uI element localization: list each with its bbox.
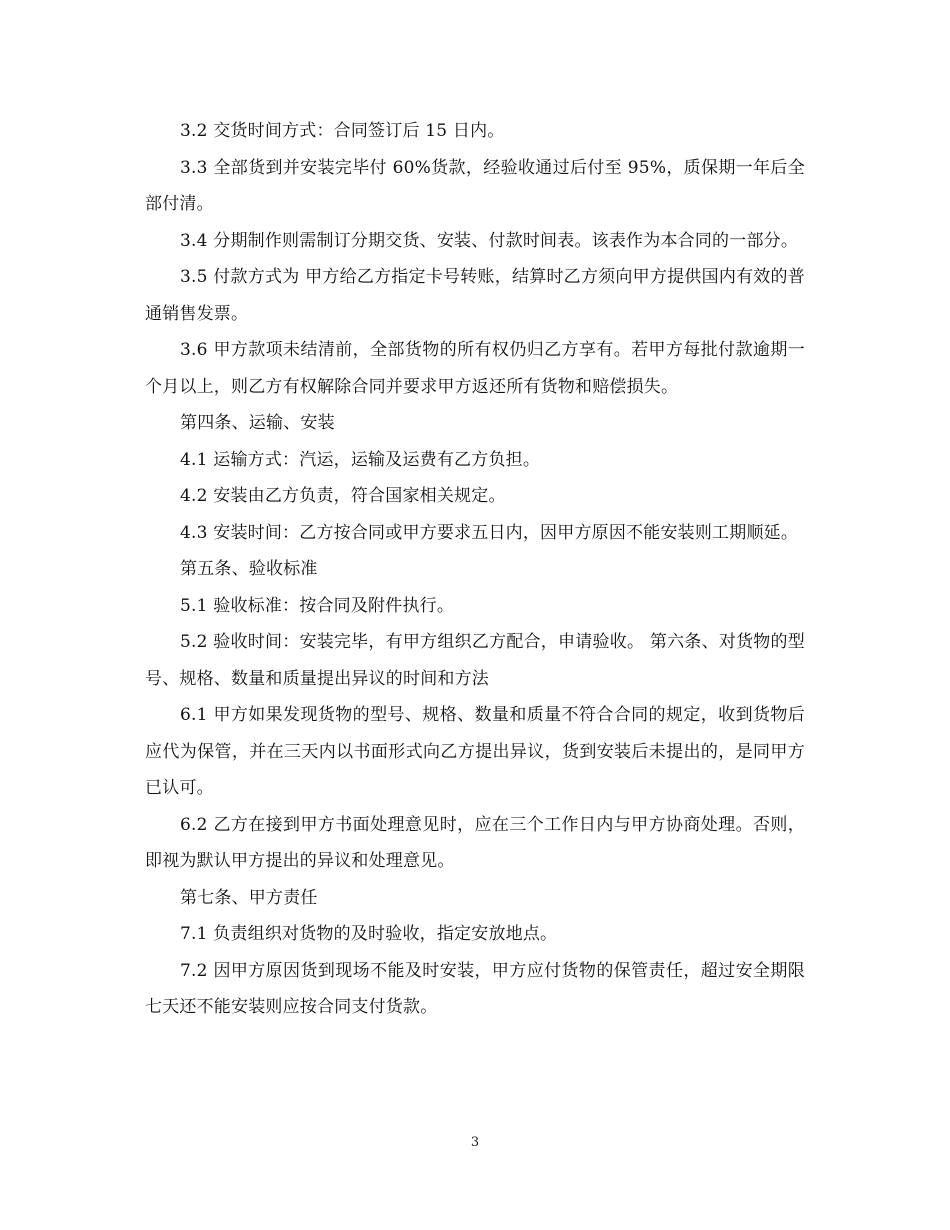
paragraph-4-2: 4.2 安装由乙方负责，符合国家相关规定。 xyxy=(180,486,506,506)
paragraph-5-1: 5.1 验收标准：按合同及附件执行。 xyxy=(180,595,455,616)
paragraph-3-6: 3.6 甲方款项未结清前，全部货物的所有权仍归乙方享有。若甲方每批付款逾期一个月以上，则乙方有权解除合同并要求甲方返还所有货物和赔偿损失。 xyxy=(145,340,805,397)
section-heading-7: 第七条、甲方责任 xyxy=(180,887,318,908)
paragraph-7-2: 7.2 因甲方原因货到现场不能及时安装，甲方应付货物的保管责任，超过安全期限七天还不能安装则应按合同支付货款。 xyxy=(145,960,805,1017)
paragraph-3-4: 3.4 分期制作则需制订分期交货、安装、付款时间表。该表作为本合同的一部分。 xyxy=(180,230,799,251)
section-heading-4: 第四条、运输、安装 xyxy=(180,413,335,433)
paragraph-4-1: 4.1 运输方式：汽运，运输及运费有乙方负担。 xyxy=(180,449,541,470)
paragraph-3-3: 3.3 全部货到并安装完毕付 60%货款，经验收通过后付至 95%，质保期一年后全部付清。 xyxy=(145,157,805,214)
paragraph-5-2: 5.2 验收时间：安装完毕，有甲方组织乙方配合，申请验收。 第六条、对货物的型号、规格、数量和质量提出异议的时间和方法 xyxy=(145,632,805,689)
section-heading-5: 第五条、验收标准 xyxy=(180,559,318,579)
paragraph-6-2: 6.2 乙方在接到甲方书面处理意见时，应在三个工作日内与甲方协商处理。否则，即视为默认甲方提出的异议和处理意见。 xyxy=(145,814,805,871)
paragraph-3-2: 3.2 交货时间方式：合同签订后 15 日内。 xyxy=(180,121,505,141)
paragraph-4-3: 4.3 安装时间：乙方按合同或甲方要求五日内，因甲方原因不能安装则工期顺延。 xyxy=(180,522,799,543)
paragraph-3-5: 3.5 付款方式为 甲方给乙方指定卡号转账，结算时乙方须向甲方提供国内有效的普通销售发票。 xyxy=(145,267,805,324)
document-body xyxy=(145,113,805,1026)
paragraph-7-1: 7.1 负责组织对货物的及时验收，指定安放地点。 xyxy=(180,924,558,944)
page-number: 3 xyxy=(470,1135,480,1150)
paragraph-6-1: 6.1 甲方如果发现货物的型号、规格、数量和质量不符合合同的规定，收到货物后应代为保管，并在三天内以书面形式向乙方提出异议，货到安装后未提出的，是同甲方已认可。 xyxy=(145,705,805,798)
